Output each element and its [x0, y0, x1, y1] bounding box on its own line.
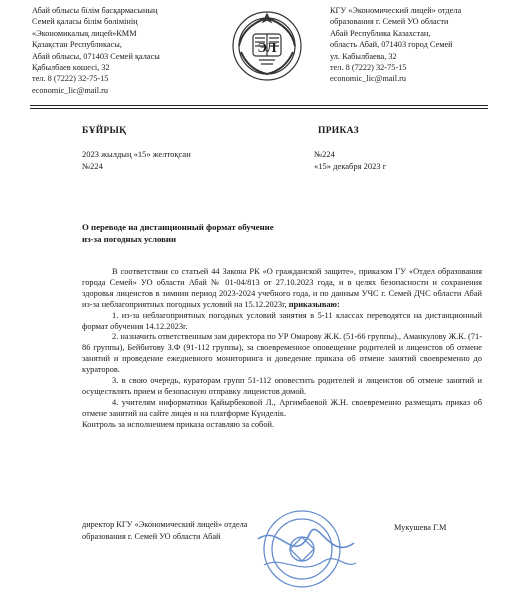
- order-number-kz: №224: [82, 160, 103, 171]
- order-date-ru: «15» декабря 2023 г: [314, 160, 387, 171]
- signature-title-line: директор КГУ «Экономический лицей» отдела: [82, 520, 248, 529]
- order-title-kz: БҰЙРЫҚ: [82, 126, 127, 136]
- header-left-line: тел. 8 (7222) 32-75-15: [32, 74, 109, 84]
- header-left-line: economic_lic@mail.ru: [32, 85, 109, 95]
- body-intro: [82, 267, 482, 311]
- order-body: [82, 267, 482, 431]
- order-title-ru: ПРИКАЗ: [318, 126, 359, 136]
- header-left-line: Қазақстан Республикасы,: [32, 40, 122, 50]
- header-divider: [30, 108, 488, 109]
- order-number-ru: №224: [314, 149, 335, 159]
- header-divider: [30, 105, 488, 106]
- body-intro-order: приказываю:: [288, 299, 340, 309]
- header-left-line: Абай облысы білім басқармасының: [32, 6, 158, 15]
- header-left-line: Семей қаласы білім бөлімінің: [32, 17, 138, 27]
- header-right-line: economic_lic@mail.ru: [330, 74, 407, 84]
- header-right-line: Абай Республика Казахстан,: [330, 28, 431, 38]
- body-intro-text: В соответствии со статьей 44 Закона РК «О гражданской защите», приказом ГУ «Отдел образования города Семей» УО области Абай № 01-04/813 от 27.10.2023 года, и в целях безопасности и сохранения здоровья лицеистов в зимнии период 2023-2024 учебного года, и по данным УЧС г. Семей ДЧС области Абай из-за неблагоприятных погодных условий на 15.12.2023г,: [82, 267, 482, 309]
- header-right-line: область Абай, 071403 город Семей: [330, 40, 453, 50]
- signature-title: [82, 519, 247, 542]
- order-meta-kz: [82, 149, 191, 173]
- header-left-line: Абай облысы, 071403 Семей қаласы: [32, 51, 160, 61]
- header-right-line: КГУ «Экономический лицей» отдела: [330, 6, 462, 15]
- header-right-block: [330, 5, 500, 85]
- body-item: 2. назначить ответственным зам директора по УР Омарову Ж.К. (51-66 группы)., Аманкулову Ж.К. (71-86 группы), Бейбитову З.Ф (91-112 группы), за своевременное оповещение родителей и лицеистов об отмене занятий и проведение ежедневного мониторинга и доведение приказа об отмене занятий своевременно до кураторов.: [82, 332, 482, 375]
- subject-line: из-за погодных условии: [82, 234, 177, 244]
- lyceum-emblem-logo: [229, 8, 305, 84]
- order-date-kz: 2023 жылдың «15» желтоқсан: [82, 149, 191, 159]
- header-right-line: тел. 8 (7222) 32-75-15: [330, 63, 407, 73]
- body-item: 1. из-за неблагоприятных погодных условий занятия в 5-11 классах переводятся на дистанционный формат обучения 14.12.2023г.: [82, 310, 482, 331]
- svg-text:ЭЛ: ЭЛ: [257, 41, 277, 56]
- signature-title-line: образования г. Семей УО области Абай: [82, 531, 221, 541]
- header-right-line: ул. Кабылбаева, 32: [330, 51, 397, 61]
- header-right-line: образования г. Семей УО области: [330, 17, 449, 27]
- header-left-line: «Экономикалық лицей»КММ: [32, 28, 137, 38]
- signature-name: Мукушева Г.М: [394, 523, 447, 532]
- header-left-block: [32, 5, 222, 96]
- body-control: Контроль за исполнением приказа оставляю за собой.: [82, 419, 275, 429]
- order-subject: [82, 221, 274, 245]
- header-left-line: Қабылбаев көшесі, 32: [32, 63, 110, 73]
- official-stamp-signature: [250, 503, 360, 593]
- body-item: 4. учителям информатики Қайырбековой Л., Аргимбаевой Ж.Н. своевременно размещать приказ об отмене занятий на сайте лицея и на платформе Күнделік.: [82, 397, 482, 418]
- order-meta-ru: [314, 149, 386, 173]
- subject-line: О переводе на дистанционный формат обучение: [82, 222, 274, 232]
- body-item: 3. в свою очередь, кураторам групп 51-112 оповестить родителей и лицеистов об отмене занятий и осуществлять прием и безопасную отправку лицеистов домой.: [82, 376, 482, 396]
